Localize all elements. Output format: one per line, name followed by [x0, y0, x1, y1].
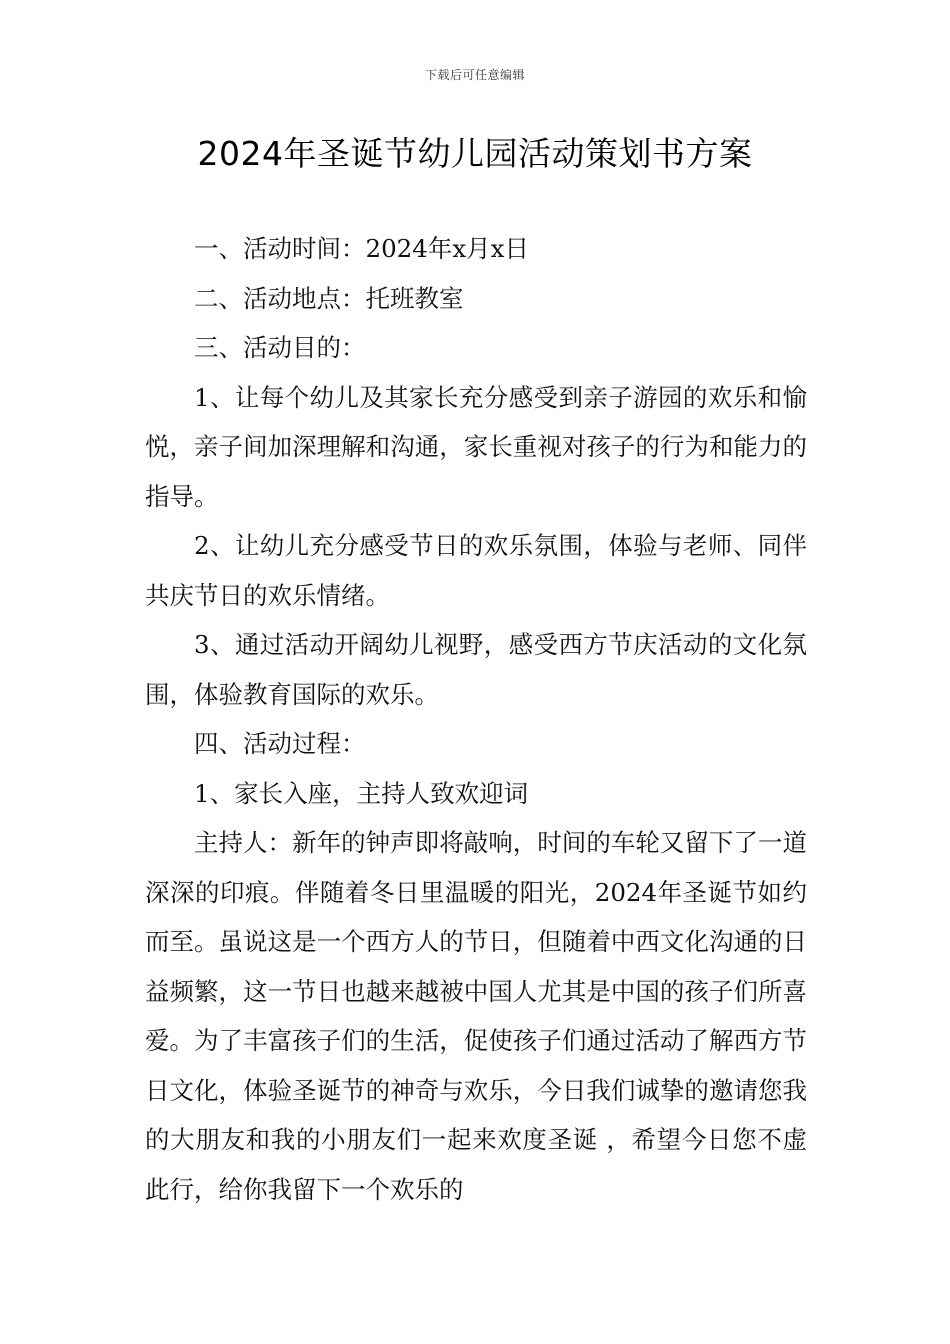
paragraph-goal-1: 1、让每个幼儿及其家长充分感受到亲子游园的欢乐和愉悦，亲子间加深理解和沟通，家长重视对孩子的行为和能力的指导。 [145, 382, 807, 511]
paragraph-activity-location: 二、活动地点：托班教室 [194, 283, 464, 313]
document-body [145, 224, 807, 1214]
paragraph-goal-2: 2、让幼儿充分感受节日的欢乐氛围，体验与老师、同伴共庆节日的欢乐情绪。 [145, 531, 807, 610]
header-note: 下载后可任意编辑 [424, 68, 525, 82]
paragraph-host-speech: 主持人：新年的钟声即将敲响，时间的车轮又留下了一道深深的印痕。伴随着冬日里温暖的阳光，2024年圣诞节如约而至。虽说这是一个西方人的节日，但随着中西文化沟通的日益频繁，这一节日也越来越被中国人尤其是中国的孩子们所喜爱。为了丰富孩子们的生活，促使孩子们通过活动了解西方节日文化，体验圣诞节的神奇与欢乐，今日我们诚挚的邀请您我的大朋友和我的小朋友们一起来欢度圣诞 ，希望今日您不虚此行，给你我留下一个欢乐的 [145, 828, 807, 1204]
document-title: 2024年圣诞节幼儿园活动策划书方案 [197, 134, 753, 173]
paragraph-activity-time: 一、活动时间：2024年x月x日 [194, 234, 529, 263]
paragraph-activity-goals-heading: 三、活动目的： [194, 333, 366, 362]
paragraph-goal-3: 3、通过活动开阔幼儿视野，感受西方节庆活动的文化氛围，体验教育国际的欢乐。 [145, 630, 807, 709]
paragraph-process-step-1: 1、家长入座，主持人致欢迎词 [194, 778, 529, 808]
paragraph-activity-process-heading: 四、活动过程： [194, 729, 366, 758]
